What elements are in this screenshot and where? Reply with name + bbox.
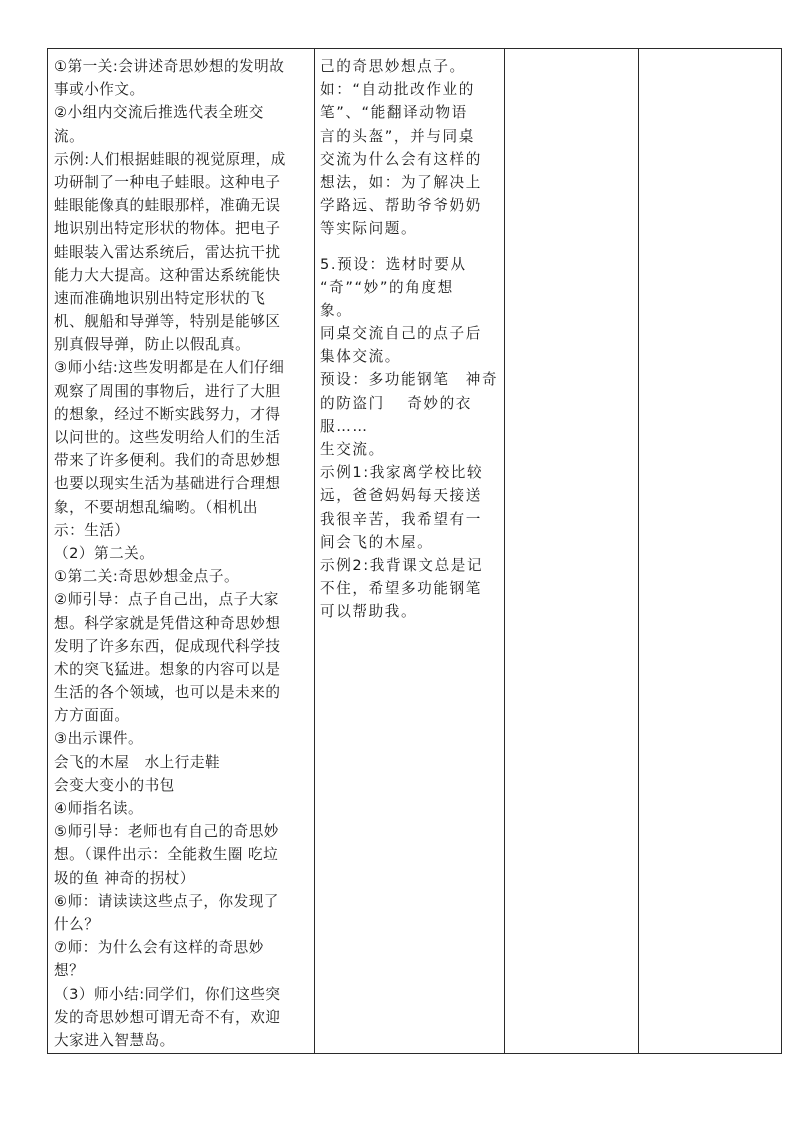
- text-line: 笔”、“能翻译动物语: [320, 104, 468, 122]
- block-spacer: [320, 241, 498, 253]
- text-line: ①第一关:会讲述奇思妙想的发明故: [54, 58, 285, 75]
- lesson-plan-table: [47, 48, 782, 1054]
- text-line: 示例1:我家离学校比较: [320, 464, 484, 482]
- text-line: 蛙眼能像真的蛙眼那样，准确无误: [54, 197, 281, 215]
- text-line: 预设：多功能钢笔 神奇: [320, 371, 498, 389]
- text-line: 别真假导弹，防止以假乱真。: [54, 336, 251, 354]
- teacher-activity-text: [48, 49, 314, 1052]
- text-line: 大家进入智慧岛。: [54, 1031, 175, 1049]
- text-line: 服……: [320, 417, 369, 435]
- text-line: 不住，希望多功能钢笔: [320, 580, 482, 598]
- text-line: ②小组内交流后推选代表全班交: [54, 104, 264, 122]
- text-line: 功研制了一种电子蛙眼。这种电子: [54, 173, 281, 191]
- text-line: 学路远、帮助爷爷奶奶: [320, 197, 482, 215]
- text-line: （2）第二关。: [54, 544, 155, 562]
- teacher-activity-cell: [48, 49, 315, 1054]
- empty-cell-3: [505, 49, 639, 1054]
- text-line: 象，不要胡想乱编哟。（相机出: [54, 498, 259, 516]
- text-line: ④师指名读。: [54, 800, 144, 817]
- text-line: ⑤师引导：老师也有自己的奇思妙: [54, 823, 279, 841]
- text-line: 想法，如：为了解决上: [320, 173, 482, 191]
- text-line: 同桌交流自己的点子后: [320, 325, 482, 343]
- text-line: 象。: [320, 301, 353, 319]
- text-line: 以问世的。这些发明给人们的生活: [54, 429, 281, 446]
- text-line: 发明了许多东西，促成现代科学技: [54, 637, 281, 655]
- text-line: 交流为什么会有这样的: [320, 150, 482, 168]
- text-line: 的想象，经过不断实践努力，才得: [54, 405, 281, 423]
- text-line: 带来了许多便利。我们的奇思妙想: [54, 452, 281, 470]
- text-line: 蛙眼装入雷达系统后，雷达抗干扰: [54, 243, 281, 261]
- text-line: 如：“自动批改作业的: [320, 81, 475, 99]
- text-line: 己的奇思妙想点子。: [320, 58, 466, 75]
- text-line: 远，爸爸妈妈每天接送: [320, 487, 482, 505]
- text-line: 言的头盔”，并与同桌: [320, 127, 475, 145]
- text-line: 机、舰船和导弹等，特别是能够区: [54, 313, 281, 331]
- text-line: 会飞的木屋 水上行走鞋: [54, 753, 221, 771]
- text-line: 我很辛苦，我希望有一: [320, 510, 482, 528]
- text-line: ⑥师：请读读这些点子，你发现了: [54, 892, 279, 910]
- text-line: 示例:人们根据蛙眼的视觉原理，成: [54, 150, 286, 168]
- text-line: 什么？: [54, 915, 100, 933]
- text-line: 观察了周围的事物后，进行了大胆: [54, 382, 281, 400]
- text-line: 地识别出特定形状的物体。把电子: [54, 220, 281, 238]
- text-line: 集体交流。: [320, 348, 401, 366]
- text-line: 事或小作文。: [54, 81, 145, 99]
- text-line: 等实际问题。: [320, 220, 418, 238]
- text-line: 想。（课件出示：全能救生圈 吃垃: [54, 846, 279, 864]
- text-line: 会变大变小的书包: [54, 776, 175, 794]
- text-line: ③出示课件。: [54, 730, 144, 748]
- text-line: ⑦师：为什么会有这样的奇思妙: [54, 939, 264, 957]
- text-line: 间会飞的木屋。: [320, 533, 434, 551]
- text-line: （3）师小结:同学们，你们这些突: [54, 985, 281, 1003]
- text-line: ②师引导：点子自己出，点子大家: [54, 591, 279, 609]
- text-line: 圾的鱼 神奇的拐杖）: [54, 869, 195, 887]
- text-line: 生活的各个领域，也可以是未来的: [54, 684, 281, 702]
- text-line: 流。: [54, 127, 85, 145]
- text-line: 生交流。: [320, 441, 385, 458]
- student-activity-text: [315, 49, 504, 624]
- text-line: 可以帮助我。: [320, 603, 418, 621]
- empty-cell-4: [639, 49, 782, 1054]
- text-line: “奇”“妙”的角度想: [320, 278, 454, 296]
- text-line: 能力大大提高。这种雷达系统能快: [54, 266, 281, 284]
- text-line: 速而准确地识别出特定形状的飞: [54, 289, 266, 307]
- text-line: 示：生活）: [54, 521, 130, 539]
- text-line: ①第二关:奇思妙想金点子。: [54, 568, 240, 586]
- text-line: ③师小结:这些发明都是在人们仔细: [54, 359, 285, 377]
- text-line: 示例2:我背课文总是记: [320, 556, 484, 574]
- text-line: 5.预设：选材时要从: [320, 255, 467, 273]
- text-line: 想。科学家就是凭借这种奇思妙想: [54, 614, 281, 632]
- text-line: 方方面面。: [54, 707, 130, 725]
- student-activity-cell: [315, 49, 505, 1054]
- student-activity-block-2: [320, 253, 498, 624]
- text-line: 也要以现实生活为基础进行合理想: [54, 475, 281, 493]
- text-line: 发的奇思妙想可谓无奇不有，欢迎: [54, 1008, 281, 1026]
- student-activity-block-1: [320, 55, 498, 241]
- text-line: 的防盗门 奇妙的衣: [320, 394, 472, 412]
- table-row: [48, 49, 782, 1054]
- text-line: 术的突飞猛进。想象的内容可以是: [54, 660, 281, 678]
- text-line: 想？: [54, 962, 85, 980]
